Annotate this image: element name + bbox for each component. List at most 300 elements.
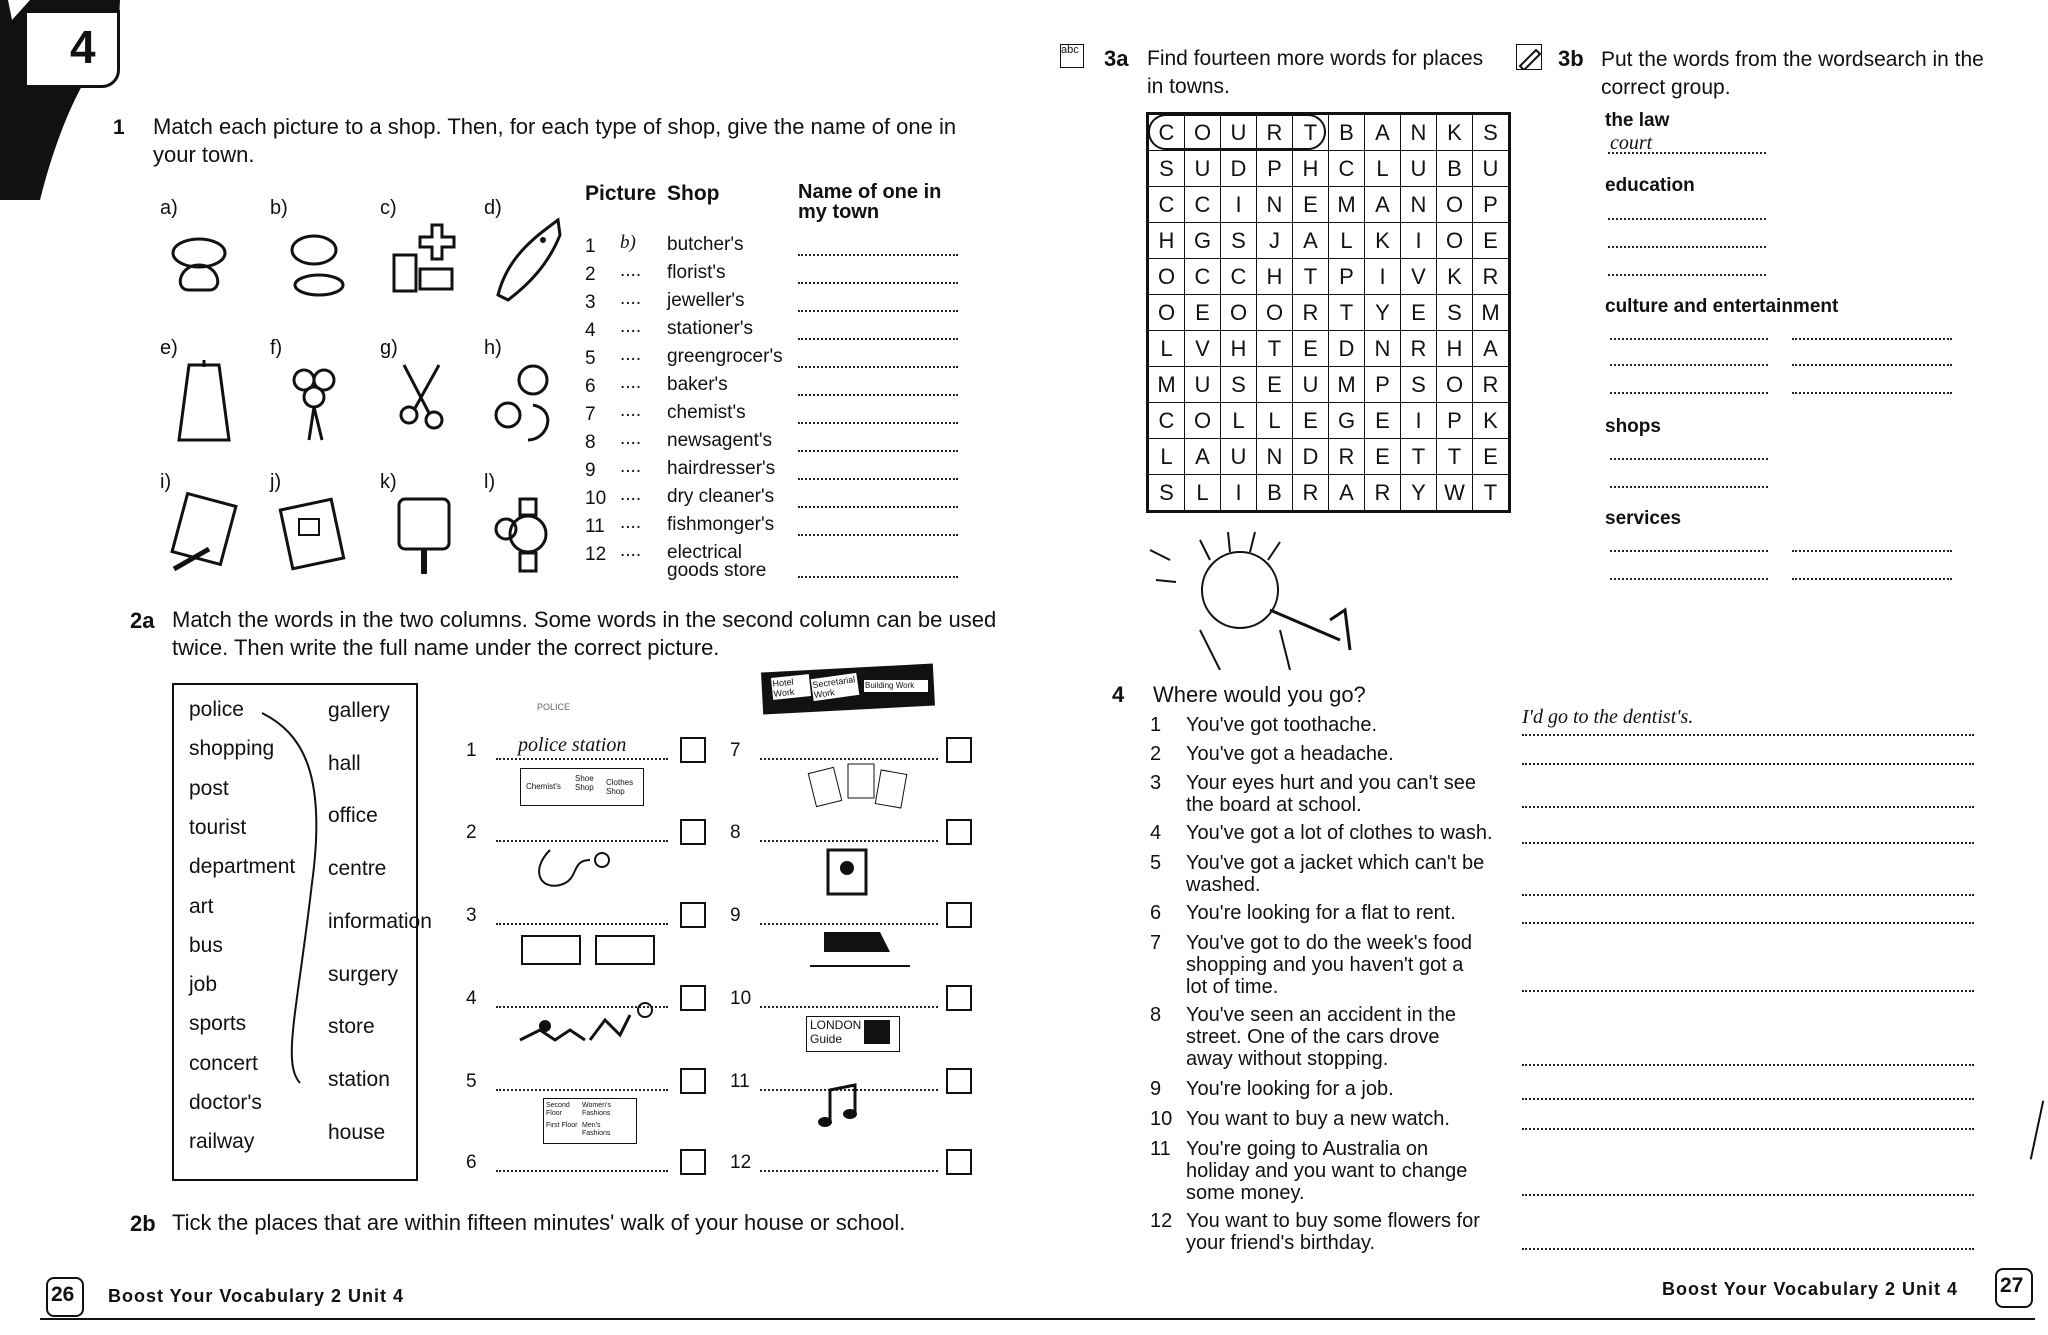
- ex2b-instruction: Tick the places that are within fifteen minutes' walk of your house or school.: [172, 1210, 906, 1235]
- culture-line-4[interactable]: [1792, 364, 1952, 366]
- wordsearch-grid: [1146, 112, 1511, 513]
- tick-box[interactable]: [946, 819, 972, 845]
- picture-answer[interactable]: ....: [620, 512, 642, 533]
- services-line-4[interactable]: [1792, 578, 1952, 580]
- grid-cell[interactable]: T: [1257, 331, 1293, 367]
- education-line-2[interactable]: [1608, 246, 1766, 248]
- grid-row: [1148, 403, 1510, 439]
- grid-cell[interactable]: R: [1293, 475, 1329, 512]
- grid-cell[interactable]: C: [1148, 187, 1185, 223]
- question-number: 6: [1150, 902, 1162, 924]
- tick-box[interactable]: [680, 1149, 706, 1175]
- town-name-line[interactable]: [798, 310, 958, 312]
- train-icon: [824, 932, 890, 952]
- education-line-1[interactable]: [1608, 218, 1766, 220]
- law-line[interactable]: [1608, 152, 1766, 154]
- grid-cell[interactable]: E: [1365, 403, 1401, 439]
- grid-cell[interactable]: C: [1221, 259, 1257, 295]
- row-number: 2: [585, 264, 596, 285]
- meat-icon: [274, 215, 354, 305]
- header-name: Name of one in my town: [798, 181, 942, 223]
- picture-answer[interactable]: ....: [620, 344, 642, 365]
- grid-cell[interactable]: O: [1257, 295, 1293, 331]
- culture-line-3[interactable]: [1610, 364, 1768, 366]
- town-name-line[interactable]: [798, 506, 958, 508]
- grid-cell[interactable]: Y: [1401, 475, 1437, 512]
- grid-cell[interactable]: M: [1148, 367, 1185, 403]
- grid-cell[interactable]: P: [1365, 367, 1401, 403]
- answer-line[interactable]: [1522, 1248, 1974, 1250]
- shop-name: florist's: [667, 262, 726, 283]
- item-number: 8: [730, 822, 741, 843]
- toothache-boy-icon: [1140, 520, 1370, 670]
- plug-icon: [384, 489, 464, 579]
- fish-icon: [488, 215, 568, 305]
- grid-cell[interactable]: U: [1221, 439, 1257, 475]
- grid-cell[interactable]: E: [1185, 295, 1221, 331]
- picture-label: l): [484, 471, 496, 493]
- grid-cell[interactable]: E: [1293, 331, 1329, 367]
- row-number: 4: [585, 320, 596, 341]
- grid-cell[interactable]: B: [1437, 151, 1473, 187]
- grid-cell[interactable]: H: [1257, 259, 1293, 295]
- picture-label: b): [270, 197, 288, 219]
- grid-cell[interactable]: R: [1473, 367, 1510, 403]
- column-one-word: bus: [189, 933, 223, 957]
- question-number: 4: [1150, 822, 1162, 844]
- abc-check-icon: abc: [1061, 44, 1079, 56]
- grid-cell[interactable]: I: [1221, 475, 1257, 512]
- shop-name: jeweller's: [667, 290, 745, 311]
- ex4-instruction: Where would you go?: [1153, 682, 1366, 707]
- grid-cell[interactable]: R: [1293, 295, 1329, 331]
- grid-cell[interactable]: L: [1185, 475, 1221, 512]
- town-name-line[interactable]: [798, 450, 958, 452]
- grid-cell[interactable]: T: [1401, 439, 1437, 475]
- item-number: 4: [466, 988, 477, 1009]
- grid-cell[interactable]: M: [1329, 367, 1365, 403]
- picture-label: d): [484, 197, 502, 219]
- grid-cell[interactable]: E: [1473, 223, 1510, 259]
- town-name-line[interactable]: [798, 394, 958, 396]
- grid-cell[interactable]: J: [1257, 223, 1293, 259]
- shop-name: newsagent's: [667, 430, 773, 451]
- grid-cell[interactable]: S: [1473, 114, 1510, 151]
- grid-cell[interactable]: D: [1221, 151, 1257, 187]
- right-edge-mark: [2030, 1100, 2044, 1159]
- grid-cell[interactable]: H: [1221, 331, 1257, 367]
- picture-label: g): [380, 337, 398, 359]
- column-two-word: gallery: [328, 699, 390, 722]
- question-number: 3: [1150, 772, 1162, 794]
- grid-cell[interactable]: C: [1185, 187, 1221, 223]
- building-work-sign: Building Work: [864, 680, 928, 692]
- question-text: You're going to Australia on holiday and you want to change some money.: [1186, 1138, 1468, 1204]
- picture-label: h): [484, 337, 502, 359]
- grid-cell[interactable]: K: [1437, 114, 1473, 151]
- grid-row: [1148, 331, 1510, 367]
- shop-name: electrical goods store: [667, 542, 767, 581]
- ex2a-number: 2a: [130, 608, 155, 633]
- picture-label: e): [160, 337, 178, 359]
- item-number: 10: [730, 988, 752, 1009]
- question-text: You've got a headache.: [1186, 743, 1394, 765]
- grid-cell[interactable]: U: [1293, 367, 1329, 403]
- grid-cell[interactable]: L: [1329, 223, 1365, 259]
- grid-cell[interactable]: C: [1148, 403, 1185, 439]
- right-footer-title: Boost Your Vocabulary 2 Unit 4: [1662, 1279, 1959, 1299]
- picture-answer[interactable]: ....: [620, 456, 642, 477]
- grid-cell[interactable]: L: [1148, 439, 1185, 475]
- group-culture-title: culture and entertainment: [1605, 296, 1839, 317]
- shop-name: stationer's: [667, 318, 754, 339]
- grid-row: [1148, 187, 1510, 223]
- unit-number: 4: [70, 21, 96, 73]
- answer-line[interactable]: [1522, 922, 1974, 924]
- grid-cell[interactable]: U: [1221, 114, 1257, 151]
- ex2a-instruction: Match the words in the two columns. Some words in the second column can be used twice. Then write the full name under the correct picture.: [172, 607, 997, 660]
- stationery-icon: [164, 489, 244, 579]
- grid-cell[interactable]: O: [1185, 403, 1221, 439]
- picture-answer[interactable]: ....: [620, 316, 642, 337]
- picture-answer[interactable]: b): [620, 232, 636, 253]
- question-text: You've got to do the week's food shopping and you haven't got a lot of time.: [1186, 932, 1472, 998]
- fruit-icon: [488, 355, 568, 445]
- question-number: 5: [1150, 852, 1162, 874]
- grid-cell[interactable]: E: [1293, 187, 1329, 223]
- grid-cell[interactable]: O: [1221, 295, 1257, 331]
- picture-answer[interactable]: ....: [620, 400, 642, 421]
- grid-cell[interactable]: L: [1257, 403, 1293, 439]
- grid-cell[interactable]: E: [1473, 439, 1510, 475]
- picture-answer[interactable]: ....: [620, 484, 642, 505]
- secretarial-work-sign: Secretarial Work: [811, 673, 860, 701]
- column-one-word: job: [189, 973, 218, 997]
- grid-cell[interactable]: I: [1221, 187, 1257, 223]
- grid-cell[interactable]: I: [1401, 223, 1437, 259]
- grid-cell[interactable]: K: [1365, 223, 1401, 259]
- column-two-word: centre: [328, 857, 387, 881]
- services-line-1[interactable]: [1610, 550, 1768, 552]
- column-one-word: tourist: [189, 815, 247, 839]
- ex4-example-answer[interactable]: I'd go to the dentist's.: [1522, 706, 1694, 728]
- column-two-word: office: [328, 804, 378, 828]
- pencil-icon: [1516, 44, 1542, 70]
- grid-cell[interactable]: K: [1437, 259, 1473, 295]
- grid-cell[interactable]: O: [1437, 223, 1473, 259]
- row-number: 11: [585, 516, 605, 537]
- grid-cell[interactable]: N: [1257, 187, 1293, 223]
- police-sign: POLICE: [537, 702, 571, 712]
- shop-name: dry cleaner's: [667, 486, 775, 507]
- group-education-title: education: [1605, 175, 1695, 196]
- shoe-shop-sign: Shoe Shop: [575, 774, 594, 792]
- grid-cell[interactable]: A: [1329, 475, 1365, 512]
- grid-cell[interactable]: M: [1329, 187, 1365, 223]
- question-number: 9: [1150, 1078, 1162, 1100]
- town-name-line[interactable]: [798, 422, 958, 424]
- shop-name: chemist's: [667, 402, 746, 423]
- grid-cell[interactable]: A: [1293, 223, 1329, 259]
- answer-line[interactable]: [496, 1170, 668, 1172]
- group-law-title: the law: [1605, 110, 1670, 131]
- grid-cell[interactable]: V: [1185, 331, 1221, 367]
- jacket-icon: [164, 355, 244, 445]
- question-number: 12: [1150, 1210, 1173, 1232]
- bread-icon: [164, 215, 244, 305]
- column-two-word: store: [328, 1015, 375, 1039]
- tick-box[interactable]: [680, 737, 706, 763]
- town-name-line[interactable]: [798, 282, 958, 284]
- question-text: You're looking for a job.: [1186, 1078, 1394, 1100]
- row-number: 7: [585, 404, 596, 425]
- tick-box[interactable]: [946, 902, 972, 928]
- chemists-sign: Chemist's: [526, 782, 561, 791]
- watch-icon: [488, 489, 568, 579]
- scissors-comb-icon: [384, 355, 464, 445]
- grid-cell[interactable]: A: [1365, 114, 1401, 151]
- grid-cell[interactable]: W: [1437, 475, 1473, 512]
- grid-cell[interactable]: R: [1329, 439, 1365, 475]
- question-text: You've got a jacket which can't be washed.: [1186, 852, 1485, 896]
- grid-cell[interactable]: D: [1293, 439, 1329, 475]
- tick-box[interactable]: [946, 737, 972, 763]
- grid-cell[interactable]: K: [1473, 403, 1510, 439]
- picture-label: i): [160, 471, 172, 493]
- grid-cell[interactable]: S: [1437, 295, 1473, 331]
- picture-answer[interactable]: ....: [620, 540, 642, 561]
- grid-cell[interactable]: C: [1185, 259, 1221, 295]
- column-one-word: art: [189, 894, 214, 918]
- grid-row: [1148, 295, 1510, 331]
- grid-cell[interactable]: P: [1437, 403, 1473, 439]
- grid-cell[interactable]: O: [1437, 367, 1473, 403]
- grid-cell[interactable]: U: [1185, 151, 1221, 187]
- ex1-instruction: Match each picture to a shop. Then, for each type of shop, give the name of one in your town.: [153, 114, 957, 167]
- hotel-work-sign: Hotel Work: [771, 674, 811, 700]
- answer-line[interactable]: [1522, 1128, 1974, 1130]
- bus-icon: [522, 936, 580, 964]
- grid-cell[interactable]: A: [1365, 187, 1401, 223]
- grid-cell[interactable]: E: [1365, 439, 1401, 475]
- item-number: 6: [466, 1152, 477, 1173]
- grid-cell[interactable]: E: [1401, 295, 1437, 331]
- grid-cell[interactable]: A: [1185, 439, 1221, 475]
- tick-box[interactable]: [946, 1068, 972, 1094]
- group-law-answer[interactable]: court: [1610, 132, 1653, 154]
- shops-line-1[interactable]: [1610, 458, 1768, 460]
- question-number: 1: [1150, 714, 1162, 736]
- grid-cell[interactable]: T: [1329, 295, 1365, 331]
- town-name-line[interactable]: [798, 338, 958, 340]
- grid-cell[interactable]: E: [1293, 403, 1329, 439]
- row-number: 3: [585, 292, 596, 313]
- culture-line-6[interactable]: [1792, 392, 1952, 394]
- shops-line-2[interactable]: [1610, 486, 1768, 488]
- culture-line-5[interactable]: [1610, 392, 1768, 394]
- question-text: You want to buy a new watch.: [1186, 1108, 1450, 1130]
- question-number: 7: [1150, 932, 1162, 954]
- ex2a-pictures: [510, 840, 930, 1140]
- culture-line-1[interactable]: [1610, 338, 1768, 340]
- grid-cell[interactable]: I: [1401, 403, 1437, 439]
- grid-cell[interactable]: Y: [1365, 295, 1401, 331]
- grid-cell[interactable]: H: [1293, 151, 1329, 187]
- grid-cell[interactable]: I: [1365, 259, 1401, 295]
- grid-cell[interactable]: A: [1473, 331, 1510, 367]
- grid-cell[interactable]: U: [1185, 367, 1221, 403]
- tick-box[interactable]: [946, 1149, 972, 1175]
- grid-cell[interactable]: O: [1148, 295, 1185, 331]
- grid-cell[interactable]: N: [1257, 439, 1293, 475]
- grid-cell[interactable]: C: [1329, 151, 1365, 187]
- grid-cell[interactable]: L: [1365, 151, 1401, 187]
- grid-cell[interactable]: O: [1185, 114, 1221, 151]
- left-footer-title: Boost Your Vocabulary 2 Unit 4: [108, 1286, 405, 1306]
- grid-row: [1148, 151, 1510, 187]
- group-shops-title: shops: [1605, 416, 1661, 437]
- grid-cell[interactable]: N: [1401, 114, 1437, 151]
- row-number: 9: [585, 460, 596, 481]
- tick-box[interactable]: [946, 985, 972, 1011]
- grid-cell[interactable]: R: [1473, 259, 1510, 295]
- grid-cell[interactable]: S: [1148, 475, 1185, 512]
- grid-cell[interactable]: T: [1473, 475, 1510, 512]
- town-name-line[interactable]: [798, 576, 958, 578]
- picture-label: f): [270, 337, 283, 359]
- answer-line[interactable]: [1522, 894, 1974, 896]
- grid-cell[interactable]: S: [1148, 151, 1185, 187]
- grid-cell[interactable]: E: [1257, 367, 1293, 403]
- town-name-line[interactable]: [798, 534, 958, 536]
- answer-line[interactable]: [1522, 734, 1974, 736]
- grid-cell[interactable]: N: [1401, 187, 1437, 223]
- grid-cell[interactable]: B: [1329, 114, 1365, 151]
- picture-answer[interactable]: ....: [620, 260, 642, 281]
- grid-cell[interactable]: R: [1365, 475, 1401, 512]
- grid-cell[interactable]: T: [1293, 259, 1329, 295]
- grid-cell[interactable]: H: [1437, 331, 1473, 367]
- services-line-3[interactable]: [1610, 578, 1768, 580]
- question-text: You want to buy some flowers for your friend's birthday.: [1186, 1210, 1480, 1254]
- answer-line[interactable]: [1522, 1064, 1974, 1066]
- culture-line-2[interactable]: [1792, 338, 1952, 340]
- column-two-word: hall: [328, 751, 361, 775]
- answer-line[interactable]: [1522, 842, 1974, 844]
- question-number: 10: [1150, 1108, 1173, 1130]
- picture-label: j): [270, 471, 282, 493]
- grid-cell[interactable]: P: [1473, 187, 1510, 223]
- question-number: 8: [1150, 1004, 1162, 1026]
- answer-line[interactable]: [1522, 990, 1974, 992]
- answer-line[interactable]: [1522, 806, 1974, 808]
- town-name-line[interactable]: [798, 366, 958, 368]
- row-number: 6: [585, 376, 596, 397]
- town-name-line[interactable]: [798, 254, 958, 256]
- ex2b-number: 2b: [130, 1211, 156, 1236]
- grid-cell[interactable]: O: [1148, 259, 1185, 295]
- town-name-line[interactable]: [798, 478, 958, 480]
- grid-cell[interactable]: L: [1148, 331, 1185, 367]
- grid-cell[interactable]: C: [1148, 114, 1185, 151]
- second-floor-label: Second Floor: [546, 1102, 570, 1117]
- grid-cell[interactable]: S: [1401, 367, 1437, 403]
- answer-text[interactable]: police station: [518, 734, 627, 756]
- picture-answer[interactable]: ....: [620, 428, 642, 449]
- column-one-word: shopping: [189, 737, 275, 761]
- grid-cell[interactable]: G: [1329, 403, 1365, 439]
- mens-fashions-label: Men's Fashions: [582, 1122, 611, 1137]
- header-shop: Shop: [667, 182, 720, 205]
- grid-cell[interactable]: R: [1257, 114, 1293, 151]
- grid-cell[interactable]: U: [1473, 151, 1510, 187]
- ex3a-number: 3a: [1104, 46, 1129, 71]
- item-number: 1: [466, 740, 477, 761]
- grid-cell[interactable]: S: [1221, 223, 1257, 259]
- picture-answer[interactable]: ....: [620, 288, 642, 309]
- shop-name: fishmonger's: [667, 514, 775, 535]
- column-one-word: police: [189, 698, 244, 721]
- answer-line[interactable]: [1522, 763, 1974, 765]
- item-number: 3: [466, 905, 477, 926]
- grid-cell[interactable]: M: [1473, 295, 1510, 331]
- grid-cell[interactable]: V: [1401, 259, 1437, 295]
- grid-cell[interactable]: B: [1257, 475, 1293, 512]
- grid-cell[interactable]: D: [1329, 331, 1365, 367]
- question-number: 11: [1150, 1138, 1171, 1160]
- grid-cell[interactable]: R: [1401, 331, 1437, 367]
- grid-cell[interactable]: P: [1329, 259, 1365, 295]
- education-line-3[interactable]: [1608, 274, 1766, 276]
- grid-cell[interactable]: O: [1437, 187, 1473, 223]
- answer-line[interactable]: [496, 758, 668, 760]
- item-number: 7: [730, 740, 741, 761]
- grid-cell[interactable]: T: [1293, 114, 1329, 151]
- sports-icon: [520, 1030, 585, 1040]
- row-number: 5: [585, 348, 596, 369]
- column-one-word: post: [189, 776, 229, 800]
- column-one-word: doctor's: [189, 1091, 262, 1114]
- answer-line[interactable]: [760, 1170, 938, 1172]
- answer-line[interactable]: [1522, 1194, 1974, 1196]
- question-text: You've seen an accident in the street. One of the cars drove away without stopping.: [1186, 1004, 1456, 1070]
- grid-row: [1148, 223, 1510, 259]
- grid-cell[interactable]: P: [1257, 151, 1293, 187]
- column-one-word: railway: [189, 1130, 255, 1154]
- medicine-icon: [384, 215, 464, 305]
- grid-cell[interactable]: N: [1365, 331, 1401, 367]
- grid-cell[interactable]: U: [1401, 151, 1437, 187]
- question-text: Your eyes hurt and you can't see the board at school.: [1186, 772, 1476, 816]
- page-bottom-rule: [40, 1318, 2035, 1320]
- shop-name: hairdresser's: [667, 458, 776, 479]
- item-number: 5: [466, 1071, 477, 1092]
- picture-answer[interactable]: ....: [620, 372, 642, 393]
- grid-cell[interactable]: T: [1437, 439, 1473, 475]
- services-line-2[interactable]: [1792, 550, 1952, 552]
- grid-row: [1148, 475, 1510, 512]
- row-number: 8: [585, 432, 596, 453]
- grid-cell[interactable]: L: [1221, 403, 1257, 439]
- grid-cell[interactable]: G: [1185, 223, 1221, 259]
- item-number: 11: [730, 1071, 750, 1092]
- clothes-shop-sign: Clothes Shop: [606, 778, 634, 796]
- grid-cell[interactable]: H: [1148, 223, 1185, 259]
- answer-line[interactable]: [1522, 1098, 1974, 1100]
- column-one-word: department: [189, 855, 296, 879]
- grid-cell[interactable]: S: [1221, 367, 1257, 403]
- question-number: 2: [1150, 743, 1162, 765]
